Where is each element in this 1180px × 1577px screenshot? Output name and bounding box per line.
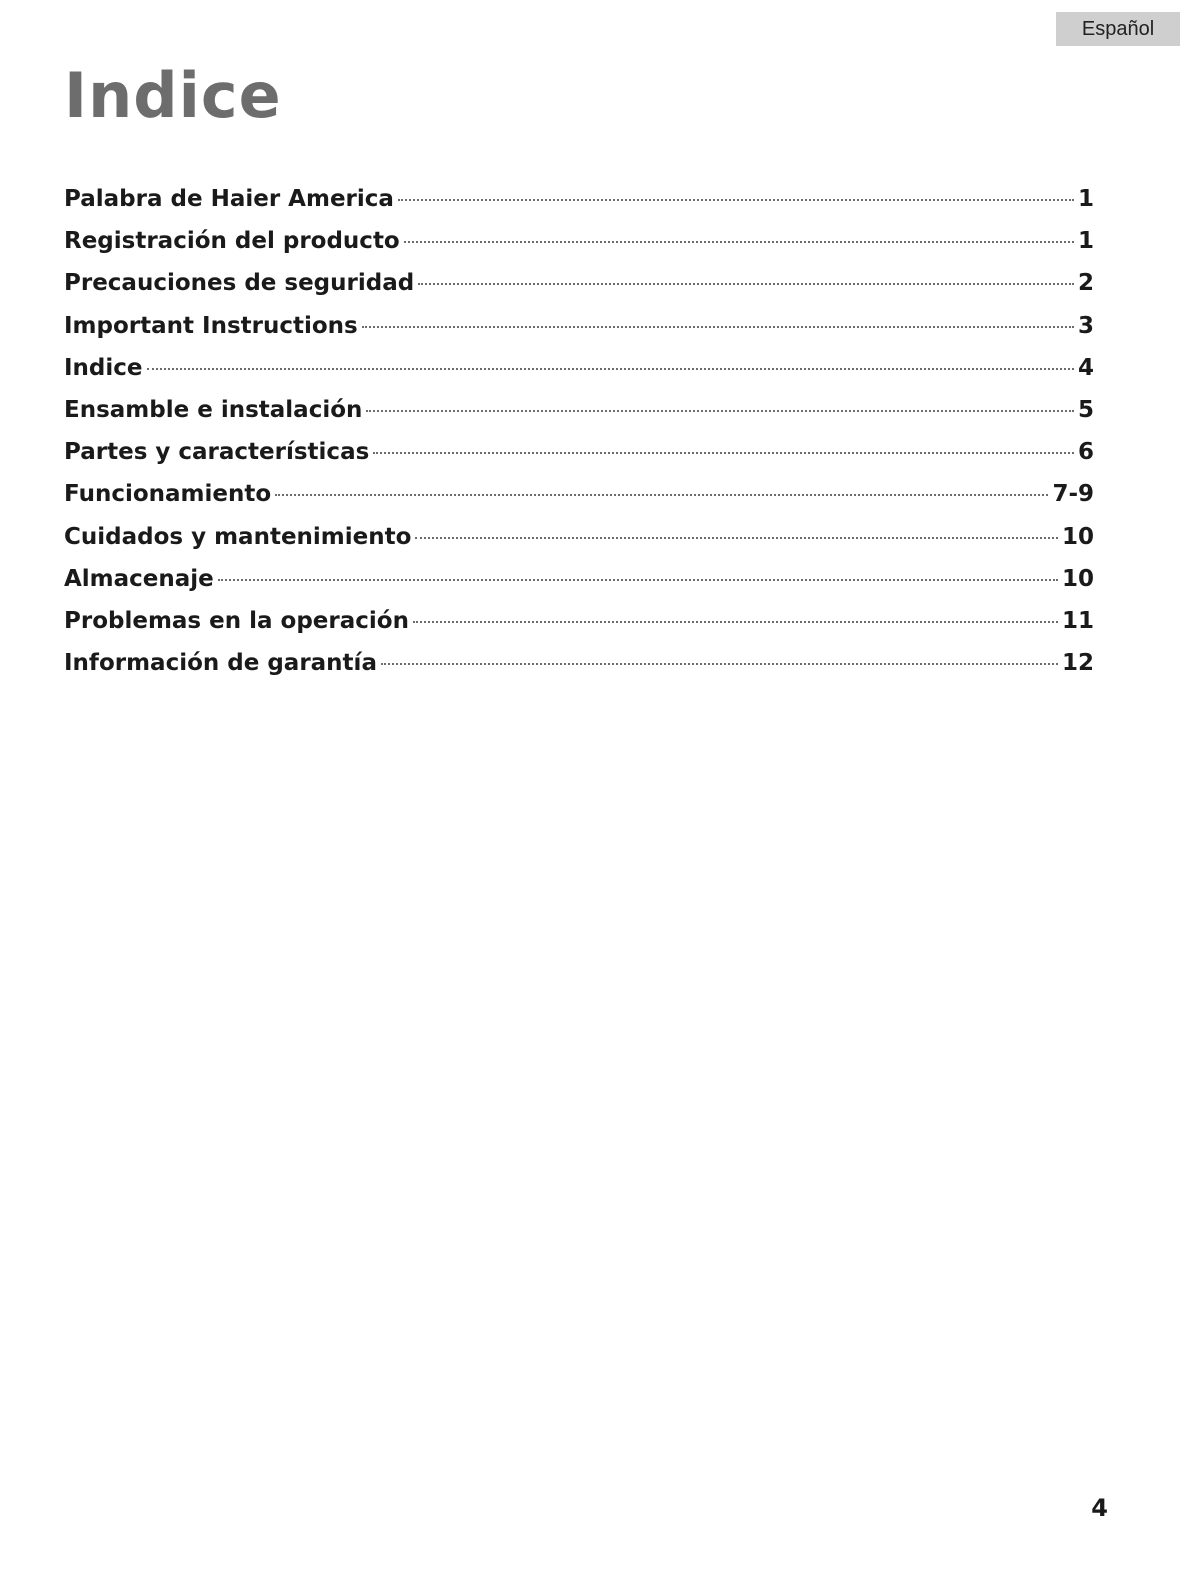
toc-dot-leader: [418, 283, 1074, 285]
toc-entry-page: 7-9: [1052, 481, 1094, 508]
page-title: Indice: [64, 59, 282, 132]
toc-dot-leader: [362, 326, 1074, 328]
toc-entry-page: 10: [1061, 523, 1094, 550]
toc-entry-page: 3: [1077, 312, 1094, 339]
toc-entry[interactable]: [64, 481, 1094, 523]
toc-dot-leader: [218, 579, 1058, 581]
toc-entry-page: 4: [1077, 354, 1094, 381]
toc-dot-leader: [275, 494, 1048, 496]
toc-entry-label: Información de garantía: [64, 650, 377, 677]
toc-entry[interactable]: [64, 608, 1094, 650]
toc-entry[interactable]: [64, 186, 1094, 228]
toc-dot-leader: [373, 452, 1074, 454]
toc-dot-leader: [413, 621, 1058, 623]
toc-entry-label: Almacenaje: [64, 565, 214, 592]
toc-entry-label: Registración del producto: [64, 228, 400, 255]
toc-entry[interactable]: [64, 313, 1094, 355]
toc-entry-label: Indice: [64, 354, 143, 381]
toc-entry[interactable]: [64, 397, 1094, 439]
toc-dot-leader: [366, 410, 1074, 412]
toc-entry-page: 6: [1077, 439, 1094, 466]
toc-entry-label: Funcionamiento: [64, 481, 272, 508]
toc-entry-page: 10: [1061, 565, 1094, 592]
toc-entry-label: Partes y características: [64, 439, 370, 466]
toc-entry[interactable]: [64, 650, 1094, 692]
toc-dot-leader: [404, 241, 1074, 243]
toc-entry-label: Problemas en la operación: [64, 607, 409, 634]
toc-entry-page: 1: [1077, 228, 1094, 255]
toc-entry[interactable]: [64, 524, 1094, 566]
toc-entry-page: 5: [1077, 396, 1094, 423]
toc-entry-label: Precauciones de seguridad: [64, 270, 415, 297]
toc-entry-page: 1: [1077, 186, 1094, 212]
language-tab: Español: [1056, 12, 1180, 46]
toc-entry-page: 12: [1061, 650, 1094, 677]
toc-dot-leader: [147, 368, 1074, 370]
toc-entry-page: 11: [1061, 607, 1094, 634]
toc-dot-leader: [381, 663, 1058, 665]
toc-entry-label: Palabra de Haier America: [64, 186, 394, 212]
toc-entry-label: Ensamble e instalación: [64, 396, 363, 423]
toc-entry[interactable]: [64, 270, 1094, 312]
toc-entry[interactable]: [64, 228, 1094, 270]
toc-entry[interactable]: [64, 439, 1094, 481]
page-number: 4: [1091, 1494, 1108, 1522]
toc-entry-label: Cuidados y mantenimiento: [64, 523, 412, 550]
toc-entry[interactable]: [64, 566, 1094, 608]
toc-dot-leader: [398, 199, 1074, 201]
toc-entry-label: Important Instructions: [64, 312, 358, 339]
toc-entry-page: 2: [1077, 270, 1094, 297]
toc-dot-leader: [415, 537, 1058, 539]
toc-entry[interactable]: [64, 355, 1094, 397]
table-of-contents: [64, 186, 1094, 692]
